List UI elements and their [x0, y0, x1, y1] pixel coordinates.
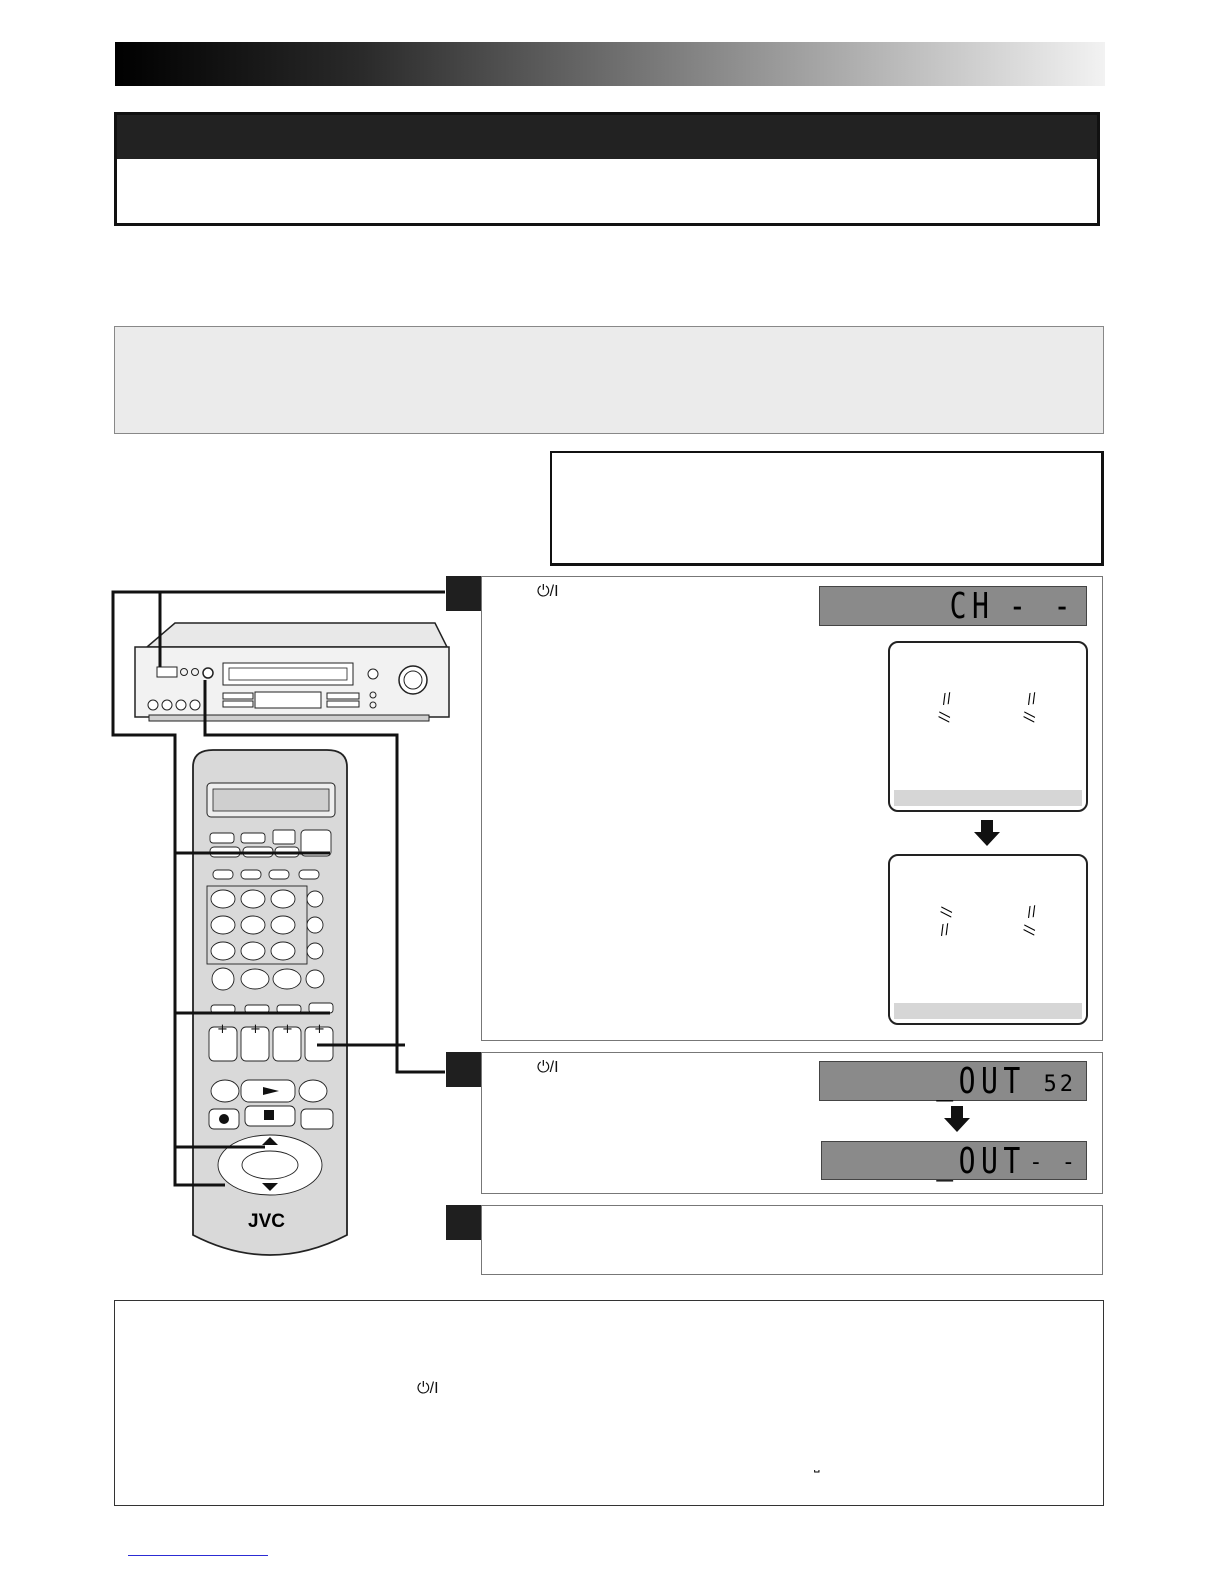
- vcr-display-ch: [819, 586, 1087, 626]
- step-3-number-badge: [446, 1205, 481, 1240]
- svg-text:+: +: [250, 1022, 261, 1037]
- display-sub-text: - -: [1008, 586, 1076, 627]
- svg-text:+: +: [314, 1022, 325, 1037]
- power-button-symbol: ⏻/I: [537, 583, 559, 600]
- display-sub-text: - -: [1029, 1150, 1078, 1175]
- display-main-text: _OUT: [936, 1141, 1026, 1182]
- down-arrow-icon: [974, 832, 1000, 846]
- section-title-band: [117, 115, 1097, 159]
- notes-box: [114, 1300, 1104, 1506]
- device-illustration: [105, 575, 485, 1275]
- tv-status-band: [894, 790, 1082, 806]
- footer-link-underline[interactable]: [128, 1555, 268, 1556]
- info-box: [114, 326, 1104, 434]
- step-3-panel: [481, 1205, 1103, 1275]
- down-arrow-stem: [981, 820, 993, 832]
- vcr-display-out-blank: [821, 1141, 1087, 1180]
- notes-power-symbol: ⏻/I: [417, 1380, 439, 1397]
- section-title-box: [114, 112, 1100, 226]
- remote-control: [193, 750, 347, 1255]
- blank-space-symbol: ⎵: [814, 1457, 820, 1473]
- header-gradient-bar: [115, 42, 1105, 86]
- svg-text:+: +: [217, 1022, 228, 1037]
- vcr-display-out-52: [819, 1061, 1087, 1101]
- power-button-symbol: ⏻/I: [537, 1059, 559, 1076]
- tv-screen-1: // // // //: [888, 641, 1088, 812]
- display-main-text: _OUT: [936, 1061, 1026, 1102]
- note-box: [550, 451, 1104, 566]
- tv-status-band: [894, 1003, 1082, 1019]
- vcr-unit: [135, 623, 449, 721]
- step-1-number-badge: [446, 576, 481, 611]
- display-main-text: CH: [949, 586, 994, 627]
- down-arrow-stem: [951, 1106, 963, 1118]
- remote-brand-label: JVC: [248, 1211, 285, 1232]
- svg-text:+: +: [282, 1022, 293, 1037]
- tv-screen-2: // // // //: [888, 854, 1088, 1025]
- down-arrow-icon: [944, 1118, 970, 1132]
- step-2-number-badge: [446, 1052, 481, 1087]
- display-sub-text: 52: [1043, 1072, 1076, 1097]
